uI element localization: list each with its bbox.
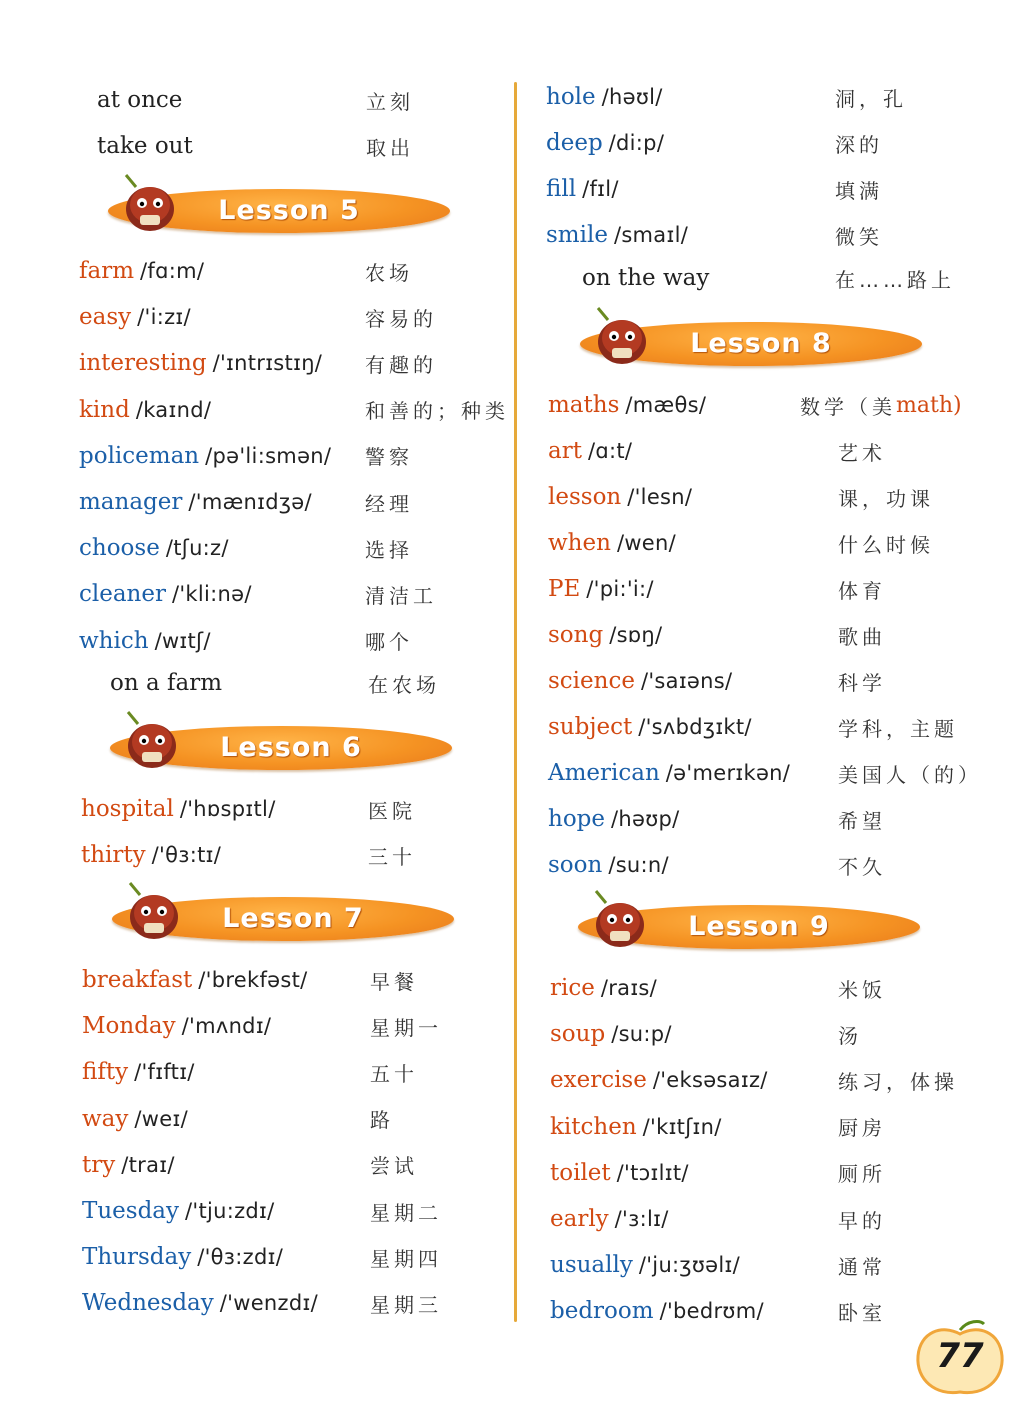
vocab-word: interesting xyxy=(79,350,207,377)
phrase-row xyxy=(97,126,193,166)
vocab-phonetic: /'ju:ʒʊəlɪ/ xyxy=(638,1253,740,1278)
vocab-phonetic: /'mʌndɪ/ xyxy=(181,1014,272,1039)
vocab-row xyxy=(79,390,211,430)
vocab-meaning xyxy=(835,215,883,255)
vocab-meaning-zh: 厕所 xyxy=(838,1162,886,1187)
vocab-row xyxy=(546,123,664,163)
vocab-meaning xyxy=(838,477,934,517)
vocab-meaning xyxy=(365,528,413,568)
vocab-word: farm xyxy=(79,258,135,284)
vocab-meaning-zh: 经理 xyxy=(365,491,413,516)
vocab-phonetic: /'wenzdɪ/ xyxy=(219,1291,318,1316)
vocab-meaning-zh: 医院 xyxy=(368,798,416,823)
vocab-word: soon xyxy=(548,852,603,878)
vocab-word: smile xyxy=(546,222,608,248)
vocab-phonetic: /su:p/ xyxy=(611,1022,672,1047)
vocab-row xyxy=(79,297,191,337)
vocab-meaning xyxy=(365,297,437,337)
vocab-meaning-zh: 有趣的 xyxy=(365,352,437,377)
vocab-word: cleaner xyxy=(79,581,166,608)
phrase-en: take out xyxy=(97,133,193,159)
vocab-phonetic: /smaɪl/ xyxy=(613,223,689,247)
vocab-phonetic: /mæθs/ xyxy=(625,393,707,417)
vocab-phonetic: /sɒŋ/ xyxy=(609,623,663,647)
phrase-row xyxy=(582,258,709,298)
vocab-word: kind xyxy=(79,396,130,423)
vocab-row xyxy=(548,845,669,885)
lesson-title: Lesson 5 xyxy=(218,195,360,226)
vocab-meaning-zh: 五十 xyxy=(370,1061,418,1086)
vocab-row xyxy=(550,1107,722,1147)
vocab-meaning xyxy=(365,574,437,614)
vocab-row xyxy=(548,753,790,793)
vocab-meaning xyxy=(365,621,413,661)
vocab-meaning-zh: 选择 xyxy=(365,537,413,562)
phrase-row xyxy=(110,663,222,703)
vocab-meaning xyxy=(835,123,883,163)
vocab-meaning xyxy=(370,960,418,1000)
phrase-zh: 在农场 xyxy=(368,672,440,697)
vocab-phonetic: /ɑ:t/ xyxy=(587,439,633,463)
vocab-phonetic: /fɪl/ xyxy=(582,177,619,201)
vocab-meaning xyxy=(835,77,907,117)
vocab-row xyxy=(550,1014,672,1054)
vocab-phonetic: /'tju:zdɪ/ xyxy=(185,1199,275,1223)
vocab-phonetic: /'ɪntrɪstɪŋ/ xyxy=(212,351,323,376)
vocab-meaning-zh: 三十 xyxy=(368,844,416,869)
vocab-phonetic: /'bedrʊm/ xyxy=(659,1299,764,1324)
vocab-meaning xyxy=(838,1291,886,1331)
vocab-meaning-zh: 美国人（的） xyxy=(838,762,982,787)
vocab-phonetic: /'kɪtʃɪn/ xyxy=(642,1114,722,1139)
vocab-row xyxy=(548,569,654,609)
vocab-word: hope xyxy=(548,806,605,832)
vocab-meaning xyxy=(370,1006,442,1046)
vocab-word: art xyxy=(548,438,582,464)
vocab-phonetic: /raɪs/ xyxy=(600,976,658,1000)
vocab-word: hole xyxy=(546,84,596,110)
vocab-row xyxy=(79,436,331,476)
vocab-row xyxy=(548,431,632,471)
vocab-row xyxy=(82,960,308,1000)
vocab-phonetic: /'mænɪdʒə/ xyxy=(188,490,312,514)
vocab-meaning-zh: 农场 xyxy=(365,260,413,285)
vocab-meaning-zh: 卧室 xyxy=(838,1300,886,1325)
vocab-meaning-zh: 早的 xyxy=(838,1208,886,1233)
vocab-meaning xyxy=(838,1060,958,1100)
vocab-row xyxy=(79,528,229,568)
vocab-row xyxy=(82,1283,318,1323)
vocab-word: breakfast xyxy=(82,967,193,993)
vocab-meaning-zh: 星期一 xyxy=(370,1015,442,1040)
vocab-row xyxy=(79,574,252,614)
vocab-meaning-zh: 歌曲 xyxy=(838,624,886,649)
vocab-meaning xyxy=(838,1107,886,1147)
vocab-word: kitchen xyxy=(550,1113,637,1140)
vocab-word: subject xyxy=(548,714,633,740)
vocab-meaning xyxy=(838,707,958,747)
vocab-meaning-extra: math) xyxy=(896,392,962,418)
phrase-en: at once xyxy=(97,87,183,113)
phrase-en: on a farm xyxy=(110,670,223,696)
vocab-word: way xyxy=(82,1105,129,1132)
vocab-meaning xyxy=(838,569,886,609)
vocab-meaning-zh: 汤 xyxy=(838,1023,862,1048)
vocab-word: hospital xyxy=(81,796,174,822)
vocab-phonetic: /'fɪftɪ/ xyxy=(134,1060,195,1085)
lesson-title: Lesson 6 xyxy=(220,732,362,763)
vocab-word: PE xyxy=(548,576,581,602)
page-number-badge xyxy=(912,1318,1008,1398)
vocab-meaning-zh: 通常 xyxy=(838,1254,886,1279)
vocab-meaning xyxy=(838,845,886,885)
vocab-meaning-zh: 早餐 xyxy=(370,969,418,994)
vocab-meaning-zh: 深的 xyxy=(835,132,883,157)
vocab-row xyxy=(550,1199,669,1239)
vocab-meaning xyxy=(838,615,886,655)
vocab-word: thirty xyxy=(81,842,146,868)
vocab-phonetic: /wɪtʃ/ xyxy=(154,628,211,653)
vocab-word: manager xyxy=(79,489,183,515)
vocab-meaning-zh: 清洁工 xyxy=(365,583,437,608)
vocab-meaning xyxy=(368,835,416,875)
phrase-row xyxy=(97,80,182,120)
vocab-row xyxy=(546,77,663,117)
vocab-meaning-zh: 课，功课 xyxy=(838,486,934,511)
vocab-meaning-zh: 厨房 xyxy=(838,1116,886,1141)
phrase-zh: 取出 xyxy=(366,135,414,160)
vocab-row xyxy=(82,1145,175,1185)
lesson-7-banner xyxy=(102,893,454,943)
column-divider xyxy=(514,82,517,1322)
vocab-meaning xyxy=(365,390,509,430)
lesson-title: Lesson 9 xyxy=(688,911,830,942)
vocab-row xyxy=(546,169,619,209)
vocab-phonetic: /'pi:'i:/ xyxy=(586,577,654,601)
vocab-row xyxy=(550,1060,768,1100)
vocab-phonetic: /tʃu:z/ xyxy=(165,536,229,561)
vocab-phonetic: /'brekfəst/ xyxy=(198,968,308,992)
vocab-word: soup xyxy=(550,1021,606,1048)
vocab-word: which xyxy=(79,627,149,654)
vocab-meaning xyxy=(838,799,886,839)
vocab-meaning-zh: 练习，体操 xyxy=(838,1069,958,1094)
vocab-row xyxy=(82,1052,195,1092)
vocab-row xyxy=(82,1099,188,1139)
vocab-meaning xyxy=(365,343,437,383)
phrase-zh: 立刻 xyxy=(366,89,414,114)
vocab-row xyxy=(550,968,657,1008)
vocab-row xyxy=(79,343,322,383)
lesson-5-banner xyxy=(98,185,450,235)
vocab-row xyxy=(548,385,706,425)
vocab-meaning-zh: 路 xyxy=(370,1108,394,1133)
vocab-phonetic: /pə'li:smən/ xyxy=(205,443,332,468)
vocab-meaning-zh: 什么时候 xyxy=(838,532,934,557)
vocab-row xyxy=(550,1291,764,1331)
vocab-meaning xyxy=(800,385,962,425)
vocab-word: usually xyxy=(550,1252,633,1279)
vocab-phonetic: /wen/ xyxy=(616,531,676,555)
vocab-phonetic: /'sʌbdʒɪkt/ xyxy=(638,715,752,739)
vocab-word: American xyxy=(548,760,660,786)
vocab-meaning-zh: 学科，主题 xyxy=(838,716,958,741)
vocab-meaning xyxy=(838,753,982,793)
vocab-row xyxy=(81,835,221,875)
vocab-meaning xyxy=(370,1283,442,1323)
vocab-phonetic: /kaɪnd/ xyxy=(135,397,212,422)
vocab-row xyxy=(548,477,692,517)
vocab-meaning-zh: 星期三 xyxy=(370,1292,442,1317)
vocab-meaning xyxy=(370,1237,442,1277)
vocab-row xyxy=(550,1153,689,1193)
vocab-meaning-zh: 容易的 xyxy=(365,306,437,331)
vocab-meaning xyxy=(838,1245,886,1285)
vocab-meaning xyxy=(838,523,934,563)
page-number: 77 xyxy=(936,1336,984,1376)
vocab-meaning-zh: 警察 xyxy=(365,445,413,470)
vocab-meaning-zh: 星期二 xyxy=(370,1200,442,1225)
vocab-phonetic: /'hɒspɪtl/ xyxy=(179,797,276,821)
vocab-meaning xyxy=(835,169,883,209)
vocab-meaning xyxy=(838,1014,862,1054)
vocab-word: lesson xyxy=(548,484,622,510)
vocab-meaning-zh: 星期四 xyxy=(370,1246,442,1271)
vocab-word: early xyxy=(550,1206,609,1232)
vocab-meaning xyxy=(370,1191,442,1231)
vocab-phonetic: /həʊl/ xyxy=(601,85,663,109)
vocab-word: bedroom xyxy=(550,1298,654,1325)
vocab-phonetic: /həʊp/ xyxy=(611,807,680,831)
vocab-meaning-zh: 和善的；种类 xyxy=(365,399,509,424)
vocab-word: fifty xyxy=(82,1059,129,1086)
vocab-meaning-zh: 不久 xyxy=(838,854,886,879)
vocab-row xyxy=(81,789,276,829)
vocab-meaning xyxy=(838,968,886,1008)
vocab-row xyxy=(79,621,211,661)
vocab-meaning-zh: 哪个 xyxy=(365,630,413,655)
vocab-word: exercise xyxy=(550,1067,647,1094)
vocab-row xyxy=(82,1006,271,1046)
vocab-phonetic: /'lesn/ xyxy=(627,485,693,509)
vocab-word: when xyxy=(548,530,611,556)
vocab-row xyxy=(82,1237,283,1277)
vocab-word: Thursday xyxy=(82,1244,192,1271)
vocab-meaning-zh: 微笑 xyxy=(835,224,883,249)
vocab-meaning-zh: 洞，孔 xyxy=(835,86,907,111)
vocab-phonetic: /'tɔɪlɪt/ xyxy=(616,1160,689,1185)
vocab-phonetic: /weɪ/ xyxy=(134,1106,188,1131)
vocab-word: policeman xyxy=(79,442,200,469)
lesson-6-banner xyxy=(100,722,452,772)
vocab-row xyxy=(546,215,688,255)
vocab-meaning-zh: 填满 xyxy=(835,178,883,203)
vocab-phonetic: /'θɜ:tɪ/ xyxy=(151,843,222,867)
vocab-meaning-zh: 希望 xyxy=(838,808,886,833)
vocab-meaning-zh: 米饭 xyxy=(838,977,886,1002)
lesson-title: Lesson 8 xyxy=(690,328,832,359)
vocab-meaning-zh: 艺术 xyxy=(838,440,886,465)
vocab-meaning xyxy=(368,789,416,829)
vocab-meaning xyxy=(838,1153,886,1193)
vocab-meaning xyxy=(838,661,886,701)
vocab-word: song xyxy=(548,622,604,648)
vocab-phonetic: /traɪ/ xyxy=(121,1152,175,1177)
vocab-phonetic: /'i:zɪ/ xyxy=(137,305,191,330)
vocab-phonetic: /'θɜ:zdɪ/ xyxy=(197,1245,284,1270)
vocab-word: easy xyxy=(79,304,132,331)
vocab-row xyxy=(548,615,662,655)
vocab-row xyxy=(79,251,204,291)
vocab-meaning xyxy=(838,1199,886,1239)
vocab-word: deep xyxy=(546,130,603,156)
vocab-word: science xyxy=(548,668,635,694)
vocab-row xyxy=(548,707,752,747)
vocab-meaning-zh: 体育 xyxy=(838,578,886,603)
vocab-word: maths xyxy=(548,392,620,418)
vocab-word: Wednesday xyxy=(82,1290,214,1317)
vocab-meaning xyxy=(365,251,413,291)
vocab-phonetic: /'ɜ:lɪ/ xyxy=(614,1207,669,1231)
vocab-word: Monday xyxy=(82,1013,176,1040)
vocab-word: Tuesday xyxy=(82,1198,179,1224)
phrase-zh: 在……路上 xyxy=(835,267,955,292)
vocab-word: choose xyxy=(79,535,160,562)
vocab-phonetic: /di:p/ xyxy=(608,131,665,155)
vocab-meaning-zh: 尝试 xyxy=(370,1154,418,1179)
vocab-word: fill xyxy=(546,176,577,202)
vocab-phonetic: /ə'merɪkən/ xyxy=(665,761,791,785)
vocab-meaning xyxy=(370,1099,394,1139)
phrase-en: on the way xyxy=(582,265,710,291)
vocab-phonetic: /'saɪəns/ xyxy=(640,669,733,693)
vocab-row xyxy=(550,1245,740,1285)
vocab-row xyxy=(79,482,312,522)
lesson-9-banner xyxy=(568,901,920,951)
vocab-meaning xyxy=(370,1145,418,1185)
vocab-meaning-zh: 数学（美 xyxy=(800,394,896,419)
vocab-phonetic: /fɑ:m/ xyxy=(140,259,205,283)
vocab-word: try xyxy=(82,1151,116,1178)
vocab-meaning xyxy=(365,482,413,522)
vocab-word: rice xyxy=(550,975,595,1001)
vocab-phonetic: /'kli:nə/ xyxy=(171,582,252,607)
vocab-word: toilet xyxy=(550,1159,611,1186)
vocab-row xyxy=(82,1191,275,1231)
vocab-row xyxy=(548,799,679,839)
vocab-meaning xyxy=(365,436,413,476)
lesson-title: Lesson 7 xyxy=(222,903,364,934)
vocab-meaning xyxy=(838,431,886,471)
vocab-phonetic: /su:n/ xyxy=(608,853,669,877)
vocab-phonetic: /'eksəsaɪz/ xyxy=(652,1068,768,1093)
vocab-meaning-zh: 科学 xyxy=(838,670,886,695)
vocab-meaning xyxy=(370,1052,418,1092)
vocab-row xyxy=(548,523,676,563)
lesson-8-banner xyxy=(570,318,922,368)
vocab-row xyxy=(548,661,732,701)
